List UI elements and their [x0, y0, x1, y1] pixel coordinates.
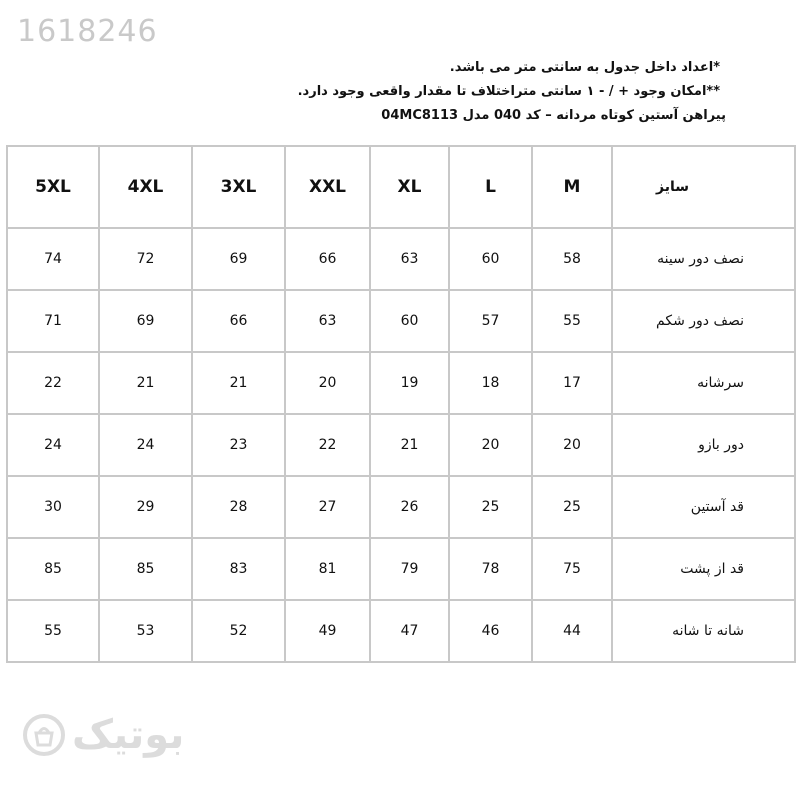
row-label: نصف دور سینه	[612, 228, 795, 290]
table-cell: 75	[532, 538, 612, 600]
table-cell: 27	[285, 476, 370, 538]
table-cell: 74	[7, 228, 99, 290]
table-cell: 83	[192, 538, 285, 600]
size-header-5xl: 5XL	[7, 146, 99, 228]
table-cell: 29	[99, 476, 192, 538]
notes-block	[297, 56, 726, 128]
table-cell: 63	[285, 290, 370, 352]
table-cell: 18	[449, 352, 532, 414]
table-cell: 66	[192, 290, 285, 352]
table-cell: 69	[99, 290, 192, 352]
table-cell: 25	[532, 476, 612, 538]
table-cell: 21	[370, 414, 449, 476]
table-row	[7, 228, 795, 290]
table-cell: 22	[285, 414, 370, 476]
note-product	[298, 104, 726, 128]
table-cell: 46	[449, 600, 532, 662]
table-cell: 71	[7, 290, 99, 352]
row-label: نصف دور شکم	[612, 290, 795, 352]
size-table-body	[7, 228, 795, 662]
table-cell: 66	[285, 228, 370, 290]
row-label: قد از پشت	[612, 538, 795, 600]
table-cell: 55	[7, 600, 99, 662]
table-cell: 53	[99, 600, 192, 662]
table-cell: 55	[532, 290, 612, 352]
table-cell: 28	[192, 476, 285, 538]
table-cell: 22	[7, 352, 99, 414]
size-header-row	[7, 146, 795, 228]
table-cell: 63	[370, 228, 449, 290]
table-cell: 44	[532, 600, 612, 662]
table-row	[7, 476, 795, 538]
size-header-label: سایز	[612, 146, 795, 228]
row-label: شانه تا شانه	[612, 600, 795, 662]
watermark-logo	[22, 712, 184, 758]
table-row	[7, 290, 795, 352]
note-unit: *اعداد داخل جدول به سانتی متر می باشد.	[449, 60, 720, 75]
table-cell: 25	[449, 476, 532, 538]
table-cell: 85	[7, 538, 99, 600]
note-tolerance: **امکان وجود + / - ۱ سانتی متراختلاف تا مقدار واقعی وجود دارد.	[297, 84, 720, 99]
table-cell: 30	[7, 476, 99, 538]
size-header-m: M	[532, 146, 612, 228]
size-header-3xl: 3XL	[192, 146, 285, 228]
table-cell: 20	[449, 414, 532, 476]
table-cell: 78	[449, 538, 532, 600]
table-cell: 72	[99, 228, 192, 290]
size-header-xl: XL	[370, 146, 449, 228]
table-cell: 60	[449, 228, 532, 290]
table-cell: 57	[449, 290, 532, 352]
table-row	[7, 414, 795, 476]
shopping-bag-icon	[22, 713, 66, 757]
table-cell: 79	[370, 538, 449, 600]
table-cell: 52	[192, 600, 285, 662]
row-label: سرشانه	[612, 352, 795, 414]
table-cell: 19	[370, 352, 449, 414]
row-label: دور بازو	[612, 414, 795, 476]
table-cell: 23	[192, 414, 285, 476]
table-cell: 24	[99, 414, 192, 476]
table-cell: 20	[285, 352, 370, 414]
row-label: قد آستین	[612, 476, 795, 538]
table-row	[7, 352, 795, 414]
table-cell: 47	[370, 600, 449, 662]
table-row	[7, 538, 795, 600]
size-table	[6, 145, 796, 663]
table-cell: 24	[7, 414, 99, 476]
table-cell: 69	[192, 228, 285, 290]
table-cell: 21	[192, 352, 285, 414]
table-row	[7, 600, 795, 662]
product-title: پیراهن آستین کوتاه مردانه – کد 040 مدل	[462, 108, 726, 123]
table-cell: 21	[99, 352, 192, 414]
table-cell: 20	[532, 414, 612, 476]
watermark-id: 1618246	[17, 14, 158, 49]
size-header-xxl: XXL	[285, 146, 370, 228]
table-cell: 58	[532, 228, 612, 290]
table-cell: 85	[99, 538, 192, 600]
product-code: 04MC8113	[381, 108, 459, 123]
table-cell: 17	[532, 352, 612, 414]
table-cell: 49	[285, 600, 370, 662]
table-cell: 60	[370, 290, 449, 352]
table-cell: 81	[285, 538, 370, 600]
size-header-l: L	[449, 146, 532, 228]
size-header-4xl: 4XL	[99, 146, 192, 228]
watermark-logo-text: بوتیک	[72, 712, 185, 758]
table-cell: 26	[370, 476, 449, 538]
